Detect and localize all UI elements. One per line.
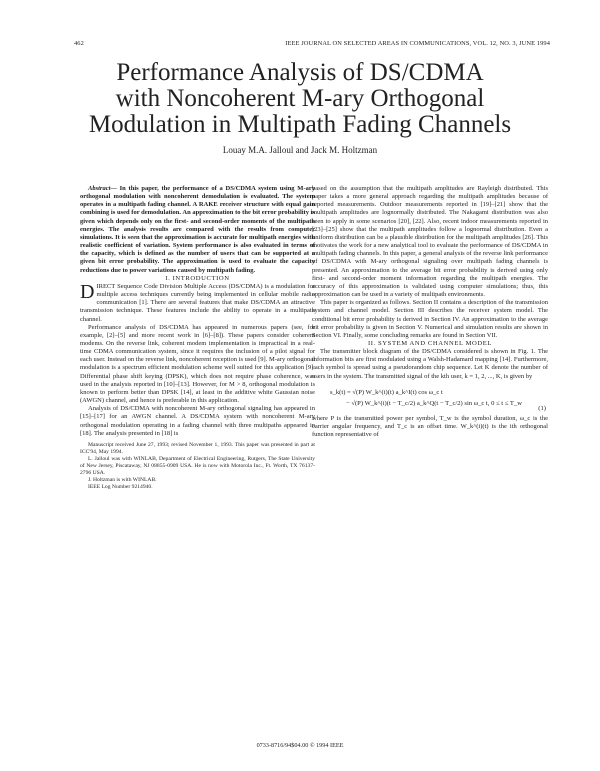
equation-line-2: − √(P) W_k^(i)(t − T_c/2) a_k^Q(t − T_c/2) sin ω_c t, 0 ≤ t ≤ T_w (346, 399, 522, 407)
equation-1 (312, 387, 548, 412)
equation-number: (1) (538, 404, 546, 412)
intro-paragraph-2: Performance analysis of DS/CDMA has appeared in numerous papers (see, for example, [2]–[5] and more recent work in [6]–[8]). These papers consider coherent modems. On the reverse link, coherent modem implementation is impractical in a real-time CDMA communication system, since it requires the inclusion of a pilot signal for each user. Instead on the reverse link, noncoherent reception is used [9]. M-ary orthogonal modulation is a spectrum efficient modulation scheme well suited for this application [9]. Differential phase shift keying (DPSK), which does not require phase coherence, was used in the analysis reported in [10]–[13]. However, for M > 8, orthogonal modulation is known to perform better than DPSK [14], at least in the additive white Gaussian noise (AWGN) channel, and hence is preferable in this application. (80, 323, 316, 405)
copyright-footer: 0733-8716/94$04.00 © 1994 IEEE (256, 742, 344, 749)
footnote-4: IEEE Log Number 9214940. (88, 483, 153, 490)
intro-paragraph-1 (80, 280, 315, 324)
right-paragraph-2: This paper is organized as follows. Section II contains a description of the transmission system and channel model. Section III describes the receiver system model. The conditional bit error probability is derived in Section IV. An approximation to the average bit error probability is given in Section V. Numerical and simulation results are shown in Section VI. Finally, some concluding remarks are found in Section VII. (312, 299, 548, 339)
right-paragraph-4: where P is the transmitted power per symbol, T_w is the symbol duration, ω_c is the carrier angular frequency, and T_c is an offset time. W_k^(i)(t) is the ith orthogonal function representative of (312, 414, 548, 439)
intro-paragraph-1-text: IRECT Sequence Code Division Multiple Access (DS/CDMA) is a modulation for multiple access techniques currently being implemented in cellular mobile radio communication [1]. There are several features that make DS/CDMA an attractive transmission technique. These features include the ability to operate in a multipath channel. (80, 282, 315, 323)
equation-line-1: s_k(t) = √(P) W_k^(i)(t) a_k^I(t) cos ω_c t (330, 388, 443, 396)
paper-title (0, 60, 600, 138)
abstract-text: — In this paper, the performance of a DS/CDMA system using M-ary orthogonal modulation with noncoherent demodulation is evaluated. The system operates in a multipath fading channel. A RAKE receiver structure with equal gain combining is used for demodulation. An approximation to the bit error probability is given which depends only on the first- and second-order moments of the multipath energies. The analysis results are compared with the results from computer simulations. It is seen that the approximation is accurate for multipath energies with realistic coefficient of variation. System performance is also evaluated in terms of the capacity, which is defined as the number of users that can be supported at a given bit error probability. The approximation is used to evaluate the capacity reductions due to power variations caused by multipath fading. (80, 185, 315, 274)
abstract-label: Abstract (88, 185, 111, 192)
abstract (80, 185, 315, 275)
right-column (312, 185, 548, 439)
footnote-2: L. Jalloul was with WINLAB, Department of Electrical Engineering, Rutgers, The State University of New Jersey, Piscataway, NJ 08855-0909 USA. He is now with Motorola Inc., Ft. Worth, TX 76137-2796 USA. (80, 455, 315, 476)
title-line-1: Performance Analysis of DS/CDMA (116, 59, 484, 86)
right-paragraph-1: based on the assumption that the multipath amplitudes are Rayleigh distributed. This paper takes a more general approach regarding the multipath amplitudes because of reported measurements. Outdoor measurements reported in [19]–[21] show that the multipath amplitudes are lognormally distributed. The Nakagami distribution was also seen to apply in some scenarios [20], [22]. Also, recent indoor measurements reported in [23]–[25] show that the multipath amplitudes follow a lognormal distribution. Even a uniform distribution can be a plausible distribution for the multipath amplitudes [26]. This motivates the work for a new analytical tool to evaluate the performance of DS/CDMA in multipath fading channels. In this paper, a general analysis of the reverse link performance of DS/CDMA with M-ary orthogonal signaling over multipath fading channels is presented. An approximation to the average bit error probability is derived using only first- and second-order moment information regarding the multipath energies. The accuracy of this approximation is validated using computer simulations; thus, this approximation can be used in a variety of multipath environments. (312, 185, 548, 299)
journal-header: IEEE JOURNAL ON SELECTED AREAS IN COMMUNICATIONS, VOL. 12, NO. 3, JUNE 1994 (285, 40, 550, 47)
footnote-1: Manuscript received June 27, 1993; revised November 1, 1993. This paper was presented in part at ICC'94, May 1994. (80, 441, 315, 455)
authors: Louay M.A. Jalloul and Jack M. Holtzman (222, 145, 378, 155)
title-line-2: with Noncoherent M-ary Orthogonal (115, 85, 485, 112)
intro-paragraph-3: Analysis of DS/CDMA with noncoherent M-ary orthogonal signaling has appeared in [15]–[17] for an AWGN channel. A DS/CDMA system with noncoherent M-ary orthogonal modulation operating in a fading channel with three multipaths appeared in [18]. The analysis presented in [18] is (80, 405, 315, 437)
footnotes (80, 442, 315, 491)
drop-cap: D (80, 280, 95, 303)
footnote-3: J. Holtzman is with WINLAB. (88, 476, 157, 483)
right-paragraph-3: The transmitter block diagram of the DS/CDMA considered is shown in Fig. 1. The information bits are first modulated using a Walsh-Hadamard mapping [14]. Furthermore, each symbol is spread using a pseudorandom chip sequence. Let K denote the number of users in the system. The transmitted signal of the kth user, k = 1, 2, ..., K, is given by (312, 348, 548, 380)
left-column (80, 185, 315, 491)
section-heading-system-model: II. SYSTEM AND CHANNEL MODEL (367, 339, 493, 347)
page-number: 462 (74, 40, 84, 47)
section-heading-introduction: I. INTRODUCTION (165, 274, 230, 282)
title-line-3: Modulation in Multipath Fading Channels (88, 111, 512, 138)
